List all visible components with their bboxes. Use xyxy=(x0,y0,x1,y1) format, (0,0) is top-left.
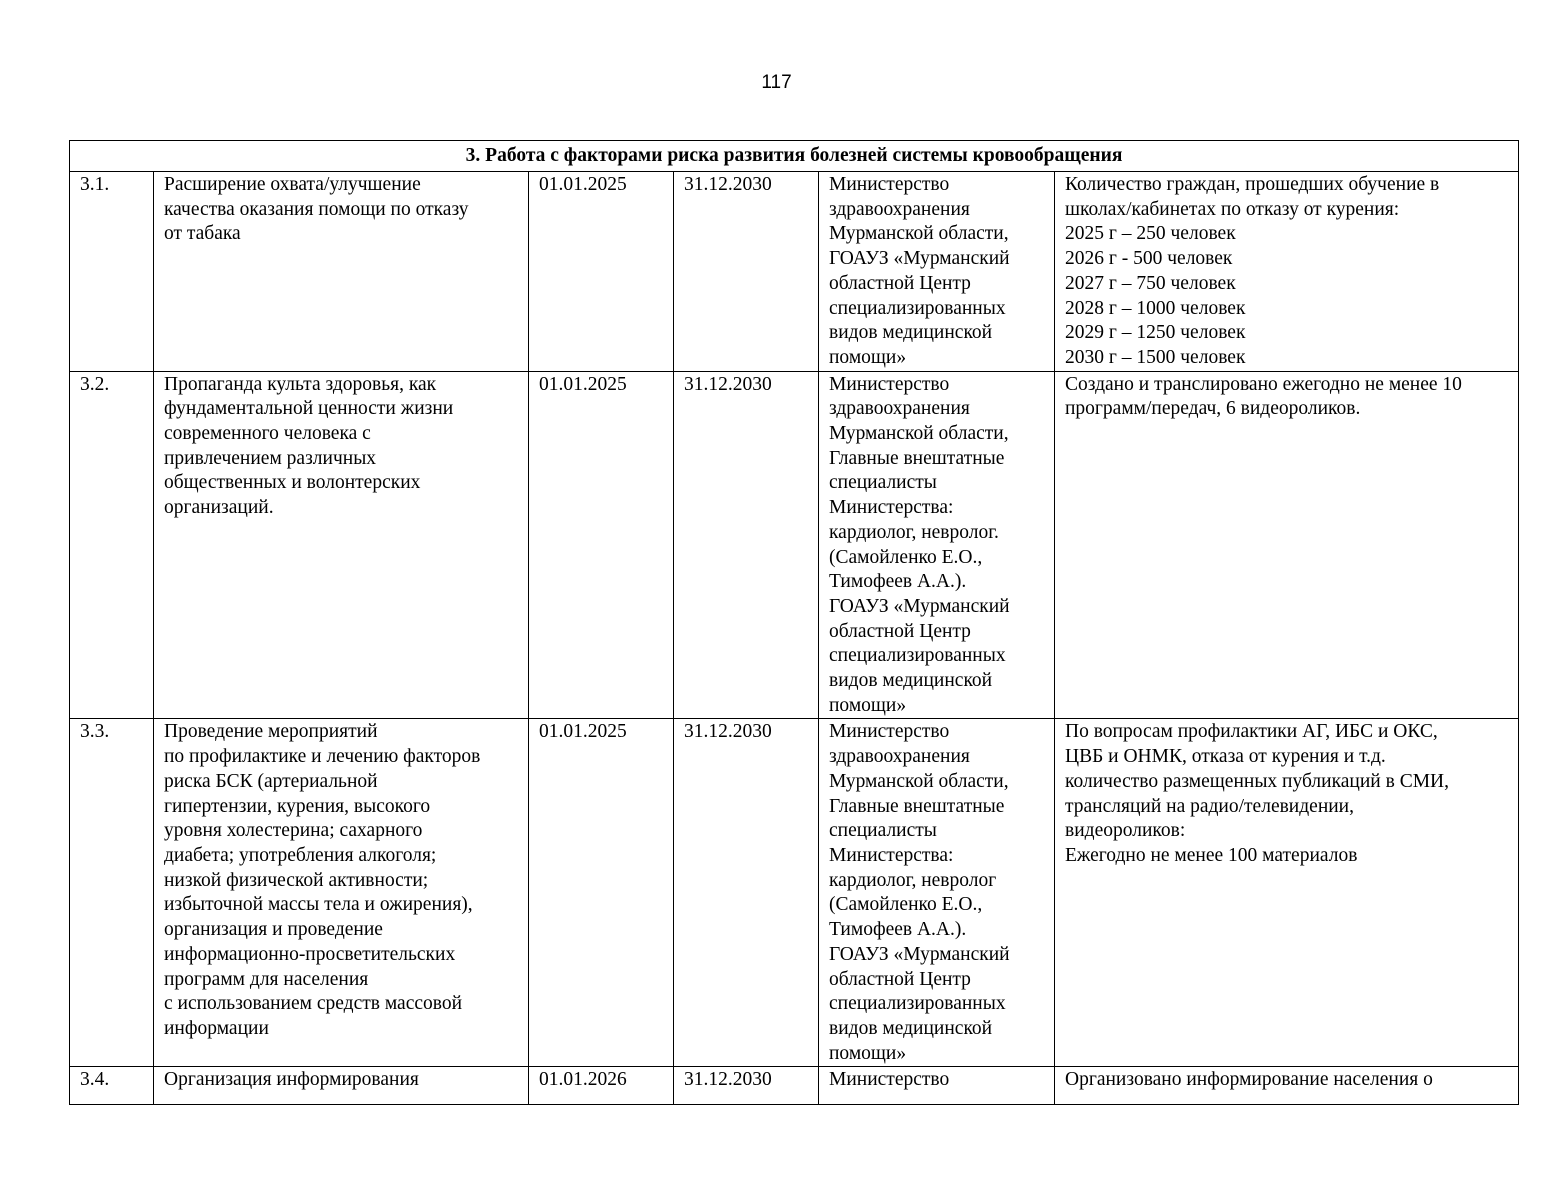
cell-line: 2030 г – 1500 человек xyxy=(1065,346,1246,368)
cell-line: Министерство xyxy=(829,174,950,195)
row-number-cell: 3.1. xyxy=(70,172,154,372)
cell-line: видов медицинской xyxy=(829,322,993,344)
cell-line: Министерство xyxy=(829,721,950,743)
event-cell xyxy=(154,172,529,372)
event-cell xyxy=(154,371,529,719)
cell-line: по профилактике и лечению факторов xyxy=(164,746,481,768)
cell-line: Главные внештатные xyxy=(829,447,1005,469)
cell-line: кардиолог, невролог. xyxy=(829,521,999,543)
event-cell xyxy=(154,719,529,1067)
cell-line: Тимофеев А.А.). xyxy=(829,571,967,593)
cell-line: привлечением различных xyxy=(164,447,377,469)
cell-line: ГОАУЗ «Мурманский xyxy=(829,943,1010,965)
cell-line: 2026 г - 500 человек xyxy=(1065,248,1233,270)
cell-line: Количество граждан, прошедших обучение в xyxy=(1065,174,1440,195)
section-title: 3. Работа с факторами риска развития болезней системы кровообращения xyxy=(70,141,1519,172)
page-number: 117 xyxy=(761,72,792,93)
row-number-cell: 3.3. xyxy=(70,719,154,1067)
cell-line: качества оказания помощи по отказу xyxy=(164,198,469,220)
cell-line: видеороликов: xyxy=(1065,820,1186,842)
cell-line: гипертензии, курения, высокого xyxy=(164,795,431,817)
cell-line: Ежегодно не менее 100 материалов xyxy=(1065,844,1358,866)
cell-line: от табака xyxy=(164,223,241,245)
end-date-cell: 31.12.2030 xyxy=(674,719,819,1067)
result-cell xyxy=(1055,172,1519,372)
cell-line: современного человека с xyxy=(164,423,371,445)
cell-line: Мурманской области, xyxy=(829,223,1009,245)
cell-line: 2025 г – 250 человек xyxy=(1065,223,1236,245)
cell-line: организаций. xyxy=(164,497,274,519)
result-cell xyxy=(1055,1067,1519,1105)
cell-line: Организовано информирование населения о xyxy=(1065,1069,1433,1091)
cell-line: фундаментальной ценности жизни xyxy=(164,398,454,420)
row-number-cell: 3.4. xyxy=(70,1067,154,1105)
cell-line: Мурманской области, xyxy=(829,770,1009,792)
cell-line: Организация информирования xyxy=(164,1069,419,1091)
cell-line: Министерство xyxy=(829,373,950,395)
start-date-cell: 01.01.2025 xyxy=(529,172,674,372)
section-header-row xyxy=(70,141,1519,172)
cell-line: избыточной массы тела и ожирения), xyxy=(164,894,473,916)
cell-line: Тимофеев А.А.). xyxy=(829,919,967,941)
cell-line: специалисты xyxy=(829,472,937,494)
cell-line: ЦВБ и ОНМК, отказа от курения и т.д. xyxy=(1065,746,1386,768)
cell-line: видов медицинской xyxy=(829,1017,993,1039)
cell-line: программ для населения xyxy=(164,968,369,990)
cell-line: Министерства: xyxy=(829,497,954,519)
cell-line: ГОАУЗ «Мурманский xyxy=(829,248,1010,270)
cell-line: здравоохранения xyxy=(829,746,970,768)
cell-line: с использованием средств массовой xyxy=(164,993,463,1015)
table-row xyxy=(70,1067,1519,1105)
table-row xyxy=(70,172,1519,372)
table-row xyxy=(70,719,1519,1067)
cell-line: специализированных xyxy=(829,297,1006,319)
cell-line: Главные внештатные xyxy=(829,795,1005,817)
cell-line: Министерства: xyxy=(829,844,954,866)
start-date-cell: 01.01.2025 xyxy=(529,719,674,1067)
cell-line: специалисты xyxy=(829,820,937,842)
cell-line: 2029 г – 1250 человек xyxy=(1065,322,1246,344)
cell-line: специализированных xyxy=(829,993,1006,1015)
start-date-cell: 01.01.2026 xyxy=(529,1067,674,1105)
end-date-cell: 31.12.2030 xyxy=(674,1067,819,1105)
cell-line: уровня холестерина; сахарного xyxy=(164,820,423,842)
cell-line: здравоохранения xyxy=(829,198,970,220)
cell-line: помощи» xyxy=(829,694,907,716)
cell-line: помощи» xyxy=(829,1042,907,1064)
cell-line: информации xyxy=(164,1017,269,1039)
responsible-cell xyxy=(819,172,1055,372)
cell-line: здравоохранения xyxy=(829,398,970,420)
cell-line: Расширение охвата/улучшение xyxy=(164,174,421,195)
end-date-cell: 31.12.2030 xyxy=(674,172,819,372)
cell-line: Мурманской области, xyxy=(829,423,1009,445)
cell-line: риска БСК (артериальной xyxy=(164,770,378,792)
cell-line: областной Центр xyxy=(829,968,971,990)
cell-line: Пропаганда культа здоровья, как xyxy=(164,373,437,395)
cell-line: диабета; употребления алкоголя; xyxy=(164,844,437,866)
cell-line: специализированных xyxy=(829,645,1006,667)
cell-line: 2028 г – 1000 человек xyxy=(1065,297,1246,319)
responsible-cell xyxy=(819,371,1055,719)
responsible-cell xyxy=(819,1067,1055,1105)
cell-line: трансляций на радио/телевидении, xyxy=(1065,795,1354,817)
row-number-cell: 3.2. xyxy=(70,371,154,719)
cell-line: помощи» xyxy=(829,346,907,368)
cell-line: количество размещенных публикаций в СМИ, xyxy=(1065,770,1449,792)
cell-line: кардиолог, невролог xyxy=(829,869,997,891)
cell-line: областной Центр xyxy=(829,620,971,642)
result-cell xyxy=(1055,719,1519,1067)
cell-line: организация и проведение xyxy=(164,919,383,941)
cell-line: Министерство xyxy=(829,1069,950,1091)
cell-line: низкой физической активности; xyxy=(164,869,429,891)
cell-line: (Самойленко Е.О., xyxy=(829,546,983,568)
event-cell xyxy=(154,1067,529,1105)
result-cell xyxy=(1055,371,1519,719)
cell-line: ГОАУЗ «Мурманский xyxy=(829,595,1010,617)
cell-line: областной Центр xyxy=(829,272,971,294)
responsible-cell xyxy=(819,719,1055,1067)
cell-line: общественных и волонтерских xyxy=(164,472,421,494)
cell-line: школах/кабинетах по отказу от курения: xyxy=(1065,198,1400,220)
cell-line: По вопросам профилактики АГ, ИБС и ОКС, xyxy=(1065,721,1438,743)
cell-line: видов медицинской xyxy=(829,670,993,692)
cell-line: (Самойленко Е.О., xyxy=(829,894,983,916)
cell-line: Создано и транслировано ежегодно не менее 10 xyxy=(1065,373,1462,395)
cell-line: информационно-просветительских xyxy=(164,943,456,965)
cell-line: программ/передач, 6 видеороликов. xyxy=(1065,398,1361,420)
cell-line: Проведение мероприятий xyxy=(164,721,378,743)
start-date-cell: 01.01.2025 xyxy=(529,371,674,719)
end-date-cell: 31.12.2030 xyxy=(674,371,819,719)
table-row xyxy=(70,371,1519,719)
action-plan-table xyxy=(69,140,1519,1105)
cell-line: 2027 г – 750 человек xyxy=(1065,272,1236,294)
